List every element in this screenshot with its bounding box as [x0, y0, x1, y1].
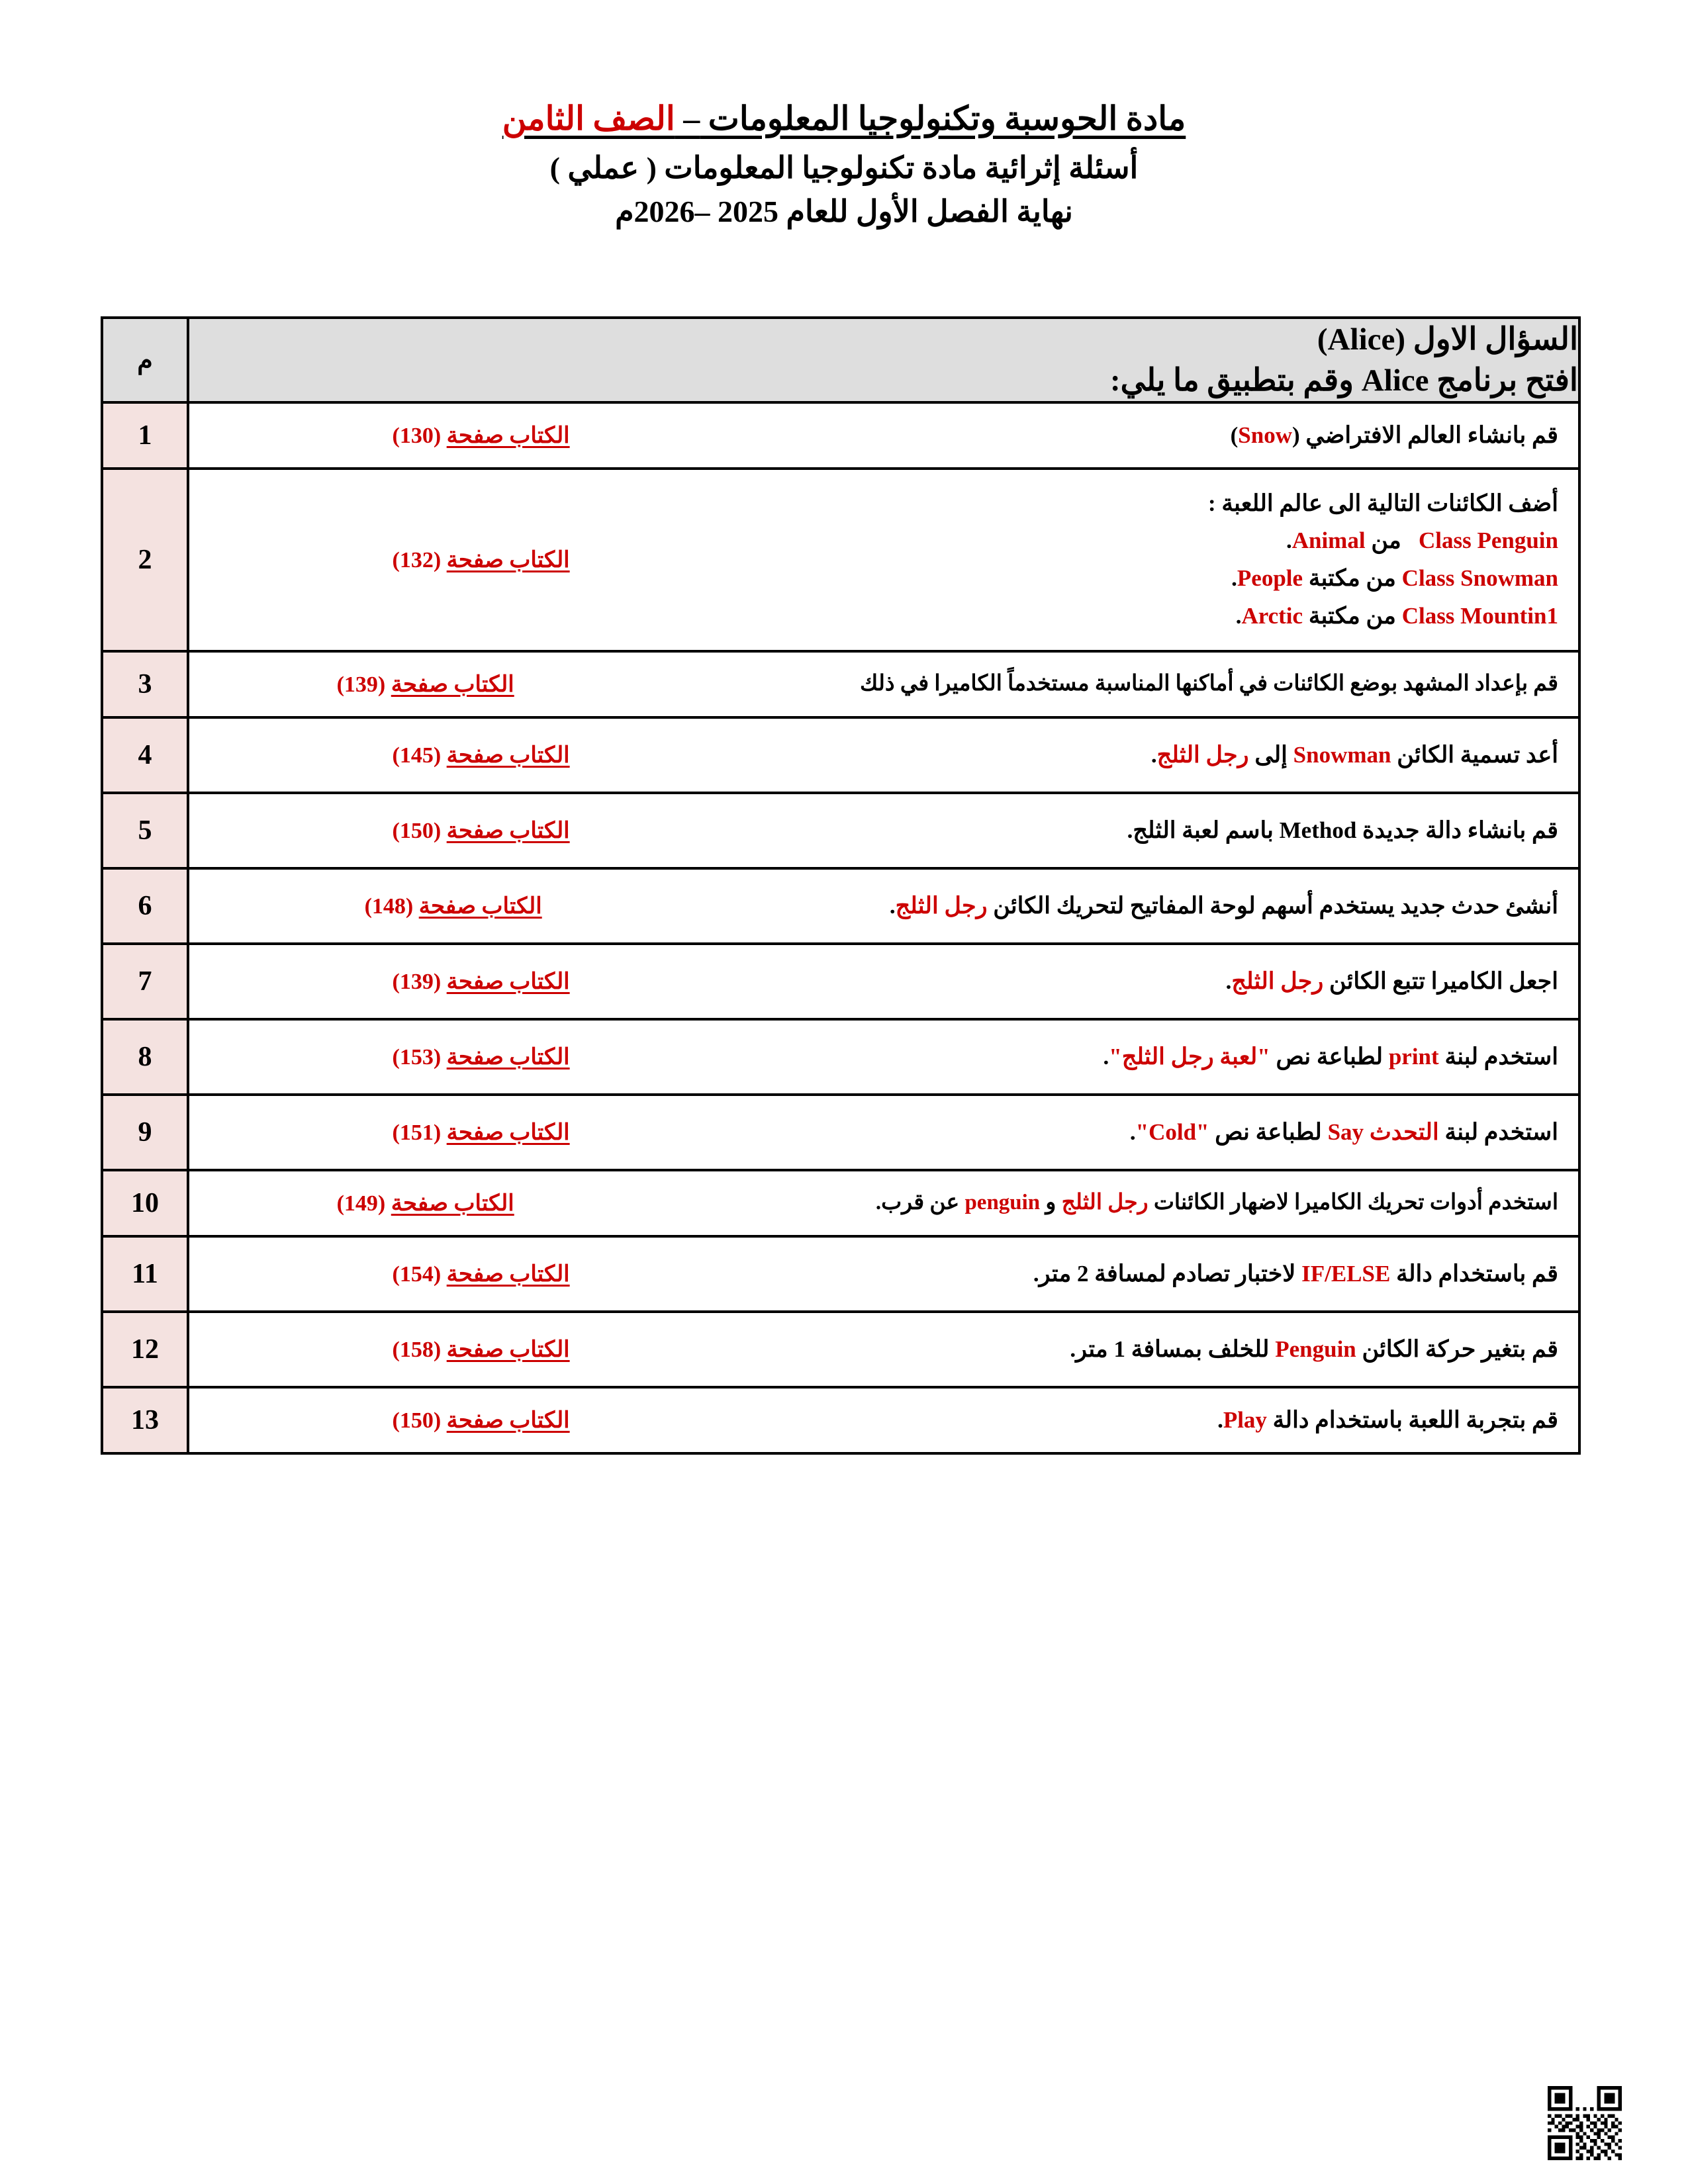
task-text-highlight-1: print — [1388, 1043, 1439, 1069]
task-text-intro: أضف الكائنات التالية الى عالم اللعبة : — [1208, 490, 1558, 516]
page-reference-label: الكتاب صفحة — [446, 970, 570, 995]
page-reference-number: (130) — [392, 424, 442, 449]
page-reference-number: (145) — [392, 743, 442, 768]
task-text-highlight-2: penguin — [964, 1191, 1041, 1215]
table-row — [102, 1236, 1579, 1312]
from-library-label: من مكتبة — [1308, 602, 1396, 629]
task-text — [661, 1175, 1578, 1232]
page-reference-label: الكتاب صفحة — [446, 1338, 570, 1363]
task-text-highlight-1: Method — [1279, 817, 1357, 843]
task-text-highlight-2: "لعبة رجل الثلج" — [1109, 1043, 1270, 1069]
task-text — [773, 1028, 1578, 1087]
library-people-label: People — [1237, 565, 1303, 592]
task-text-highlight-2: رجل الثلج — [1156, 741, 1249, 768]
table-row — [102, 717, 1579, 793]
task-text-pre: استخدم أدوات تحريك الكاميرا لاضهار الكائنات — [1148, 1191, 1558, 1215]
task-cell — [188, 793, 1579, 868]
task-text — [773, 406, 1578, 465]
task-cell — [188, 1019, 1579, 1095]
table-header-question-cell — [188, 318, 1579, 402]
task-text-pre: قم باستخدام دالة — [1390, 1260, 1558, 1287]
question-title: السؤال الاول (Alice) — [1317, 322, 1578, 357]
task-text-highlight-1: التحدث Say — [1327, 1118, 1439, 1145]
page-reference-label: الكتاب صفحة — [418, 894, 542, 919]
row-number: 2 — [102, 469, 188, 651]
task-text-highlight-1: Snowman — [1293, 741, 1391, 768]
period: . — [1231, 565, 1237, 592]
task-text-post: ) — [1230, 422, 1239, 448]
task-text-mid: و — [1040, 1191, 1062, 1215]
page-reference — [189, 1407, 773, 1433]
task-text — [717, 877, 1578, 936]
task-cell — [188, 469, 1579, 651]
page-reference — [189, 893, 717, 919]
document-header — [0, 0, 1688, 230]
task-cell — [188, 1095, 1579, 1170]
library-animal-label: Animal — [1291, 527, 1366, 554]
task-text-highlight-2: "Cold" — [1135, 1118, 1209, 1145]
class-penguin-label: Class Penguin — [1418, 527, 1558, 554]
page-reference-number: (148) — [364, 894, 414, 919]
page-reference-label: الكتاب صفحة — [446, 1120, 570, 1146]
qr-code-icon — [1548, 2086, 1622, 2160]
row-number: 7 — [102, 944, 188, 1019]
page-reference-number: (132) — [392, 548, 442, 573]
task-text — [773, 726, 1578, 785]
row-number: 9 — [102, 1095, 188, 1170]
page-reference-label: الكتاب صفحة — [446, 743, 570, 768]
page-reference — [189, 671, 661, 698]
task-text: قم بإعداد المشهد بوضع الكائنات في أماكنها المناسبة مستخدماً الكاميرا في ذلك — [860, 672, 1558, 696]
task-text-post: للخلف بمسافة 1 متر. — [1070, 1336, 1276, 1362]
question-instruction: افتح برنامج Alice وقم بتطبيق ما يلي: — [1109, 363, 1578, 398]
row-number: 13 — [102, 1387, 188, 1453]
task-cell — [188, 1387, 1579, 1453]
task-text-highlight: Snow — [1238, 422, 1293, 448]
class-snowman-label: Class Snowman — [1401, 565, 1558, 592]
task-text-highlight-1: رجل الثلج — [1231, 968, 1324, 994]
page-reference-label: الكتاب صفحة — [446, 1262, 570, 1287]
task-text — [773, 952, 1578, 1011]
table-row — [102, 944, 1579, 1019]
task-cell — [188, 717, 1579, 793]
task-text — [773, 471, 1578, 650]
page-reference — [189, 1044, 773, 1070]
task-cell — [188, 1170, 1579, 1236]
row-number: 12 — [102, 1312, 188, 1387]
task-object-line-snowman — [779, 560, 1558, 598]
page-reference — [189, 742, 773, 768]
task-object-line-mountain — [779, 598, 1558, 635]
task-text-pre: قم بانشاء العالم الافتراضي ( — [1292, 422, 1558, 448]
task-text-mid: لطباعة نص — [1209, 1118, 1328, 1145]
page-reference-label: الكتاب صفحة — [446, 424, 570, 449]
page-reference-number: (150) — [392, 1408, 442, 1433]
period: . — [1286, 527, 1292, 554]
table-row — [102, 1387, 1579, 1453]
task-text-post: . — [1217, 1406, 1223, 1433]
task-text-pre: قم بتجربة اللعبة باستخدام دالة — [1266, 1406, 1558, 1433]
task-text-post: لاختبار تصادم لمسافة 2 متر. — [1033, 1260, 1302, 1287]
page-reference — [189, 817, 773, 844]
task-text-post: . — [1225, 968, 1232, 994]
task-text-pre: أنشئ حدث جديد يستخدم أسهم لوحة المفاتيح لتحريك الكائن — [987, 892, 1558, 919]
task-text-post: . — [889, 892, 896, 919]
task-text-pre: قم بتغير حركة الكائن — [1356, 1336, 1558, 1362]
page-reference — [189, 1336, 773, 1363]
task-text-mid: إلى — [1248, 741, 1293, 768]
task-cell — [188, 868, 1579, 944]
page-title — [0, 99, 1688, 138]
task-text — [773, 1245, 1578, 1304]
row-number: 10 — [102, 1170, 188, 1236]
page-reference-label: الكتاب صفحة — [391, 1191, 514, 1216]
page-reference-number: (149) — [336, 1191, 386, 1216]
page-reference — [189, 422, 773, 449]
page-reference-label: الكتاب صفحة — [391, 672, 514, 698]
page-reference — [189, 547, 773, 573]
task-text-highlight-1: رجل الثلج — [895, 892, 988, 919]
title-dash: – — [675, 100, 700, 137]
table-row — [102, 868, 1579, 944]
table-row — [102, 793, 1579, 868]
row-number: 1 — [102, 402, 188, 469]
task-text-highlight-1: رجل الثلج — [1061, 1191, 1149, 1215]
class-mountin1-label: Class Mountin1 — [1401, 602, 1558, 629]
task-text-highlight-1: Play — [1223, 1406, 1267, 1433]
page-reference-label: الكتاب صفحة — [446, 1045, 570, 1070]
table-row — [102, 651, 1579, 717]
page-reference-number: (151) — [392, 1120, 442, 1146]
table-row — [102, 1095, 1579, 1170]
page-reference-number: (139) — [392, 970, 442, 995]
task-text-pre: اجعل الكاميرا تتبع الكائن — [1323, 968, 1558, 994]
page-reference-number: (153) — [392, 1045, 442, 1070]
task-cell — [188, 944, 1579, 1019]
document-subtitle: أسئلة إثرائية مادة تكنولوجيا المعلومات ( عملي ) — [549, 151, 1139, 185]
task-object-line-penguin — [779, 522, 1558, 560]
page-reference-number: (158) — [392, 1338, 442, 1363]
table-header-row — [102, 318, 1579, 402]
row-number: 4 — [102, 717, 188, 793]
from-label: من — [1371, 527, 1401, 554]
row-number: 3 — [102, 651, 188, 717]
table-row — [102, 469, 1579, 651]
task-cell — [188, 651, 1579, 717]
questions-table-wrap — [103, 316, 1581, 1455]
task-cell — [188, 1236, 1579, 1312]
row-number: 11 — [102, 1236, 188, 1312]
title-subject: مادة الحوسبة وتكنولوجيا المعلومات — [700, 100, 1186, 137]
from-library-label: من مكتبة — [1308, 565, 1396, 592]
row-number: 8 — [102, 1019, 188, 1095]
task-text-post: . — [1129, 1118, 1136, 1145]
page-reference — [189, 1190, 661, 1216]
page-reference-number: (139) — [336, 672, 386, 698]
page-reference — [189, 1119, 773, 1146]
task-text-highlight-1: IF/ELSE — [1301, 1260, 1391, 1287]
table-row — [102, 1312, 1579, 1387]
library-arctic-label: Arctic — [1241, 602, 1303, 629]
page-reference-number: (154) — [392, 1262, 442, 1287]
table-row — [102, 1019, 1579, 1095]
task-text-pre: استخدم لبنة — [1438, 1043, 1558, 1069]
document-term: نهاية الفصل الأول للعام 2025 –2026م — [615, 194, 1073, 228]
task-text-pre: استخدم لبنة — [1438, 1118, 1558, 1145]
table-row — [102, 1170, 1579, 1236]
title-grade: الصف الثامن — [502, 100, 675, 137]
task-text-post: عن قرب. — [875, 1191, 965, 1215]
page-reference-label: الكتاب صفحة — [446, 1408, 570, 1433]
task-text-post: . — [1103, 1043, 1109, 1069]
task-cell — [188, 1312, 1579, 1387]
questions-table — [101, 316, 1581, 1455]
page-reference — [189, 968, 773, 995]
row-number: 6 — [102, 868, 188, 944]
task-text — [773, 1320, 1578, 1379]
task-text-highlight-1: Penguin — [1275, 1336, 1356, 1362]
page-reference-label: الكتاب صفحة — [446, 819, 570, 844]
page-reference-number: (150) — [392, 819, 442, 844]
task-text-mid: لطباعة نص — [1270, 1043, 1389, 1069]
task-text-post: باسم لعبة الثلج. — [1127, 817, 1280, 843]
task-text — [773, 1391, 1578, 1450]
task-cell — [188, 402, 1579, 469]
task-text — [773, 801, 1578, 860]
task-text-post: . — [1150, 741, 1157, 768]
period: . — [1235, 602, 1242, 629]
table-header-num-cell: م — [102, 318, 188, 402]
page-reference-label: الكتاب صفحة — [446, 548, 570, 573]
table-row — [102, 402, 1579, 469]
task-text — [773, 1103, 1578, 1162]
task-text-pre: قم بانشاء دالة جديدة — [1356, 817, 1558, 843]
task-text-pre: أعد تسمية الكائن — [1391, 741, 1558, 768]
row-number: 5 — [102, 793, 188, 868]
page-reference — [189, 1261, 773, 1287]
